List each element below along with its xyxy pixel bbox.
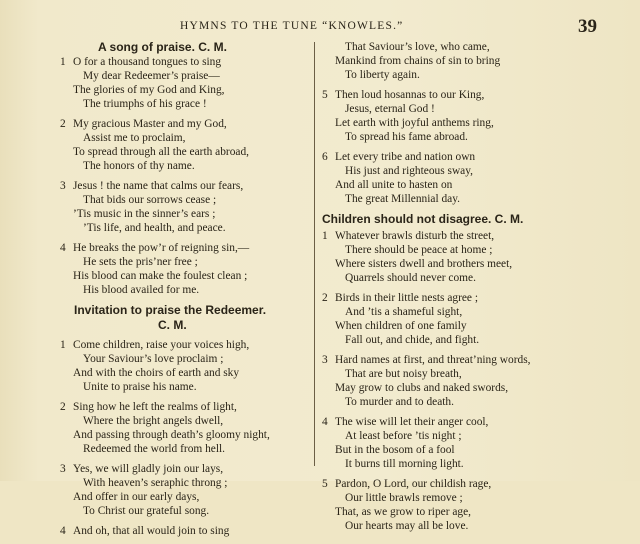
verse-text: And all unite to hasten on [335, 179, 453, 191]
verse-line [322, 457, 612, 471]
stanza-number: 5 [322, 478, 328, 490]
verse-line [322, 519, 612, 533]
verse-line [322, 381, 612, 395]
verse-line [60, 338, 310, 352]
verse-line [322, 367, 612, 381]
verse-text: Pardon, O Lord, our childish rage, [335, 478, 492, 490]
verse-line [322, 443, 612, 457]
verse-text: Your Saviour’s love proclaim ; [83, 353, 224, 365]
verse-line [60, 193, 310, 207]
stanza [60, 524, 310, 538]
stanza-number: 2 [60, 118, 66, 130]
verse-line [322, 333, 612, 347]
verse-text: Fall out, and chide, and fight. [345, 334, 480, 346]
verse-text: Assist me to proclaim, [83, 132, 186, 144]
verse-text: His blood can make the foulest clean ; [73, 270, 248, 282]
verse-line [60, 504, 310, 518]
verse-line [322, 116, 612, 130]
stanza [322, 415, 612, 471]
verse-line [60, 462, 310, 476]
stanza-number: 3 [60, 463, 66, 475]
verse-line [60, 207, 310, 221]
verse-line [322, 291, 612, 305]
verse-line [60, 145, 310, 159]
verse-line [60, 255, 310, 269]
stanza [60, 400, 310, 456]
verse-line [322, 477, 612, 491]
running-head: HYMNS TO THE TUNE “KNOWLES.” [180, 20, 404, 32]
verse-text: At least before ’tis night ; [345, 430, 462, 442]
verse-line [60, 476, 310, 490]
verse-line [60, 380, 310, 394]
verse-line [60, 414, 310, 428]
page-number: 39 [578, 16, 597, 37]
verse-text: To spread his fame abroad. [345, 131, 468, 143]
verse-line [322, 271, 612, 285]
verse-text: When children of one family [335, 320, 467, 332]
hymn-title: Invitation to praise the Redeemer. [74, 303, 267, 317]
verse-line [60, 131, 310, 145]
verse-text: Hard names at first, and threat’ning words, [335, 354, 531, 366]
verse-text: ’Tis music in the sinner’s ears ; [73, 208, 216, 220]
stanza-number: 4 [60, 242, 66, 254]
stanza [322, 150, 612, 206]
hymn-body [322, 229, 612, 533]
verse-text: Come children, raise your voices high, [73, 339, 250, 351]
verse-text: But in the bosom of a fool [335, 444, 455, 456]
stanza-number: 4 [322, 416, 328, 428]
verse-text: The glories of my God and King, [73, 84, 225, 96]
verse-line: That Saviour’s love, who came, [345, 41, 490, 53]
verse-text: To murder and to death. [345, 396, 454, 408]
stanza [60, 55, 310, 111]
hymn-body [60, 55, 310, 297]
verse-text: ’Tis life, and health, and peace. [83, 222, 226, 234]
column-divider [314, 42, 315, 466]
stanza-number: 6 [322, 151, 328, 163]
left-column [60, 40, 310, 544]
verse-line [60, 69, 310, 83]
verse-line: To liberty again. [345, 69, 420, 81]
verse-line [60, 179, 310, 193]
stanza [60, 179, 310, 235]
verse-text: Jesus ! the name that calms our fears, [73, 180, 244, 192]
verse-text: It burns till morning light. [345, 458, 464, 470]
verse-text: My dear Redeemer’s praise— [83, 70, 220, 82]
verse-line [322, 178, 612, 192]
verse-line [60, 283, 310, 297]
verse-text: Yes, we will gladly join our lays, [73, 463, 224, 475]
verse-line [322, 415, 612, 429]
verse-line [60, 159, 310, 173]
stanza-number: 3 [322, 354, 328, 366]
verse-line [60, 269, 310, 283]
right-column [322, 40, 612, 539]
verse-line [60, 428, 310, 442]
verse-line [60, 241, 310, 255]
verse-text: And oh, that all would join to sing [73, 525, 230, 537]
verse-text: His blood availed for me. [83, 284, 200, 296]
verse-text: Quarrels should never come. [345, 272, 476, 284]
verse-line [322, 102, 612, 116]
verse-line [322, 491, 612, 505]
verse-text: Unite to praise his name. [83, 381, 197, 393]
stanza [322, 40, 612, 82]
verse-text: Birds in their little nests agree ; [335, 292, 478, 304]
verse-line [60, 490, 310, 504]
verse-text: There should be peace at home ; [345, 244, 493, 256]
stanza-number: 1 [322, 230, 328, 242]
verse-line [322, 192, 612, 206]
verse-line [60, 221, 310, 235]
stanza [60, 241, 310, 297]
verse-text: Sing how he left the realms of light, [73, 401, 237, 413]
verse-text: Jesus, eternal God ! [345, 103, 435, 115]
verse-line [322, 505, 612, 519]
stanza [60, 117, 310, 173]
verse-text: Where sisters dwell and brothers meet, [335, 258, 513, 270]
verse-text: And ’tis a shameful sight, [345, 306, 463, 318]
verse-line [322, 353, 612, 367]
verse-text: Then loud hosannas to our King, [335, 89, 485, 101]
verse-line [322, 305, 612, 319]
hymn-body [322, 88, 612, 206]
stanza-number: 2 [60, 401, 66, 413]
verse-text: He sets the pris’ner free ; [83, 256, 198, 268]
verse-line [60, 55, 310, 69]
verse-text: And offer in our early days, [73, 491, 200, 503]
stanza-number: 1 [60, 339, 66, 351]
verse-text: That, as we grow to riper age, [335, 506, 472, 518]
verse-text: Whatever brawls disturb the street, [335, 230, 495, 242]
hymn-title: A song of praise. C. M. [98, 40, 227, 54]
verse-line [322, 164, 612, 178]
verse-text: Let every tribe and nation own [335, 151, 476, 163]
verse-text: The great Millennial day. [345, 193, 461, 205]
verse-text: Our hearts may all be love. [345, 520, 469, 532]
hymn-title: Children should not disagree. C. M. [322, 212, 524, 226]
verse-line [322, 319, 612, 333]
verse-line [322, 88, 612, 102]
verse-text: And passing through death’s gloomy night, [73, 429, 270, 441]
verse-text: He breaks the pow’r of reigning sin,— [73, 242, 250, 254]
verse-text: That bids our sorrows cease ; [83, 194, 217, 206]
verse-line [322, 243, 612, 257]
stanza [322, 88, 612, 144]
stanza [322, 477, 612, 533]
verse-text: Redeemed the world from hell. [83, 443, 226, 455]
verse-text: O for a thousand tongues to sing [73, 56, 222, 68]
verse-line [60, 442, 310, 456]
verse-line [322, 229, 612, 243]
verse-text: That are but noisy breath, [345, 368, 462, 380]
verse-text: His just and righteous sway, [345, 165, 474, 177]
verse-text: With heaven’s seraphic throng ; [83, 477, 228, 489]
stanza-number: 2 [322, 292, 328, 304]
verse-line [60, 97, 310, 111]
verse-text: And with the choirs of earth and sky [73, 367, 240, 379]
verse-line [60, 352, 310, 366]
verse-text: The wise will let their anger cool, [335, 416, 489, 428]
verse-text: Let earth with joyful anthems ring, [335, 117, 494, 129]
verse-line [60, 83, 310, 97]
hymn-meter: C. M. [158, 318, 187, 332]
stanza [322, 229, 612, 285]
stanza [60, 462, 310, 518]
verse-text: May grow to clubs and naked swords, [335, 382, 509, 394]
verse-text: Our little brawls remove ; [345, 492, 463, 504]
verse-line [60, 524, 310, 538]
verse-line [322, 429, 612, 443]
hymn-continuation [322, 40, 612, 82]
stanza-number: 5 [322, 89, 328, 101]
verse-text: The triumphs of his grace ! [83, 98, 207, 110]
stanza-number: 3 [60, 180, 66, 192]
verse-text: To spread through all the earth abroad, [73, 146, 250, 158]
verse-line [322, 150, 612, 164]
verse-line [60, 366, 310, 380]
stanza [322, 291, 612, 347]
verse-line: Mankind from chains of sin to bring [335, 55, 501, 67]
verse-line [322, 395, 612, 409]
stanza-number: 1 [60, 56, 66, 68]
hymn-body [60, 338, 310, 538]
verse-line [60, 117, 310, 131]
verse-line [322, 257, 612, 271]
verse-line [60, 400, 310, 414]
stanza [60, 338, 310, 394]
verse-line [322, 130, 612, 144]
verse-text: Where the bright angels dwell, [83, 415, 224, 427]
verse-text: My gracious Master and my God, [73, 118, 227, 130]
stanza [322, 353, 612, 409]
verse-text: The honors of thy name. [83, 160, 195, 172]
verse-text: To Christ our grateful song. [83, 505, 210, 517]
stanza-number: 4 [60, 525, 66, 537]
